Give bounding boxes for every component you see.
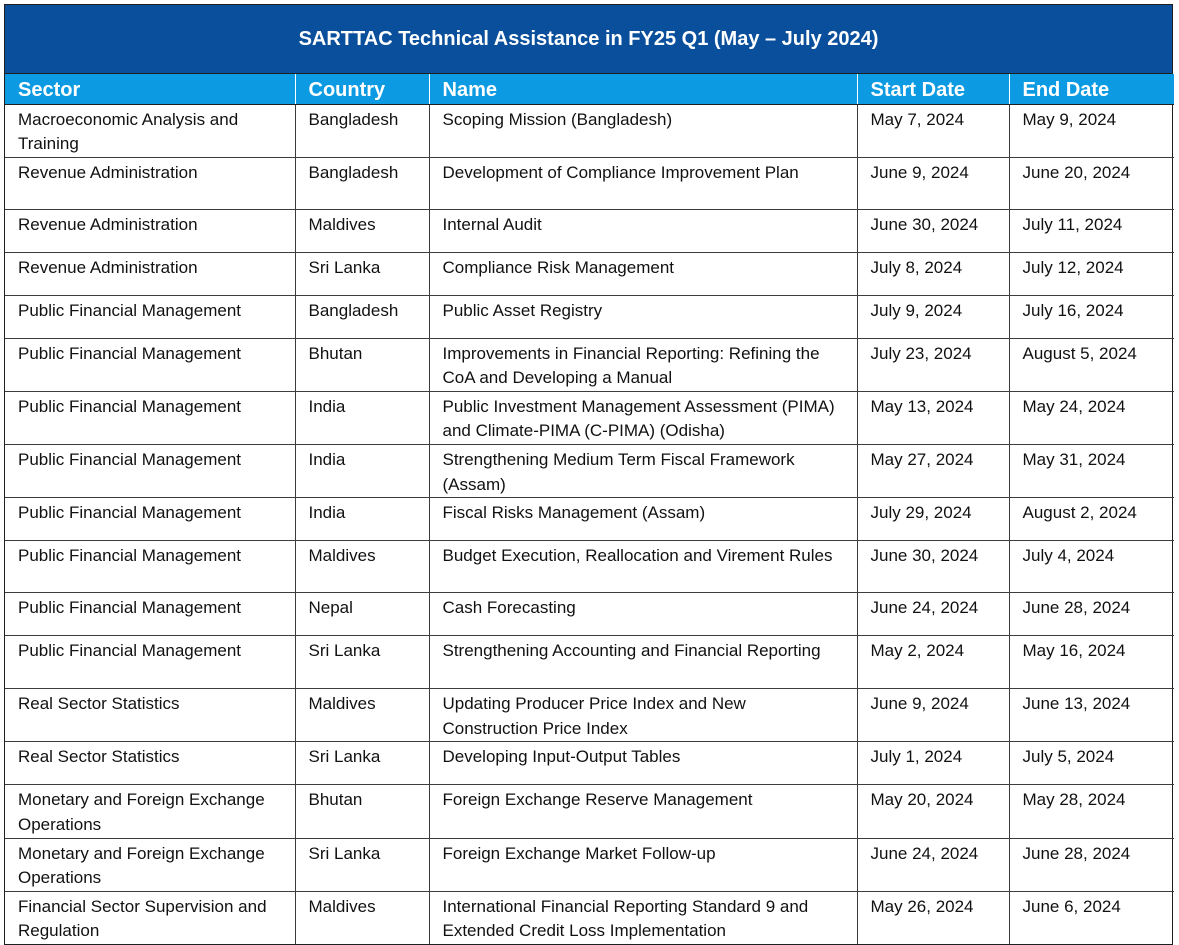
cell-start-date: July 8, 2024 [857, 252, 1009, 295]
cell-start-date: May 20, 2024 [857, 785, 1009, 838]
cell-name: Compliance Risk Management [429, 252, 857, 295]
ta-table [5, 74, 1174, 944]
cell-sector: Real Sector Statistics [5, 689, 295, 742]
cell-end-date: July 16, 2024 [1009, 295, 1174, 338]
cell-start-date: July 9, 2024 [857, 295, 1009, 338]
cell-country: Maldives [295, 891, 429, 944]
table-row [5, 338, 1174, 391]
cell-sector: Monetary and Foreign Exchange Operations [5, 838, 295, 891]
table-row [5, 498, 1174, 541]
header-name: Name [429, 74, 857, 104]
cell-sector: Public Financial Management [5, 541, 295, 593]
cell-end-date: June 6, 2024 [1009, 891, 1174, 944]
cell-country: Bhutan [295, 338, 429, 391]
cell-end-date: July 12, 2024 [1009, 252, 1174, 295]
cell-start-date: May 7, 2024 [857, 104, 1009, 157]
table-row [5, 391, 1174, 444]
cell-name: Foreign Exchange Reserve Management [429, 785, 857, 838]
cell-end-date: July 4, 2024 [1009, 541, 1174, 593]
table-row [5, 104, 1174, 157]
cell-country: India [295, 498, 429, 541]
cell-name: Developing Input-Output Tables [429, 742, 857, 785]
cell-start-date: June 24, 2024 [857, 593, 1009, 636]
cell-name: Improvements in Financial Reporting: Refining the CoA and Developing a Manual [429, 338, 857, 391]
cell-end-date: August 5, 2024 [1009, 338, 1174, 391]
table-row [5, 742, 1174, 785]
cell-start-date: May 27, 2024 [857, 445, 1009, 498]
cell-end-date: May 9, 2024 [1009, 104, 1174, 157]
cell-end-date: May 24, 2024 [1009, 391, 1174, 444]
cell-start-date: July 1, 2024 [857, 742, 1009, 785]
cell-name: International Financial Reporting Standard 9 and Extended Credit Loss Implementation [429, 891, 857, 944]
cell-end-date: May 31, 2024 [1009, 445, 1174, 498]
cell-start-date: May 26, 2024 [857, 891, 1009, 944]
table-row [5, 636, 1174, 689]
table-row [5, 295, 1174, 338]
cell-sector: Revenue Administration [5, 157, 295, 209]
cell-name: Budget Execution, Reallocation and Virement Rules [429, 541, 857, 593]
cell-sector: Public Financial Management [5, 391, 295, 444]
cell-name: Strengthening Medium Term Fiscal Framework (Assam) [429, 445, 857, 498]
cell-end-date: June 28, 2024 [1009, 593, 1174, 636]
table-row [5, 785, 1174, 838]
cell-name: Foreign Exchange Market Follow-up [429, 838, 857, 891]
cell-name: Public Investment Management Assessment (PIMA) and Climate-PIMA (C-PIMA) (Odisha) [429, 391, 857, 444]
table-row [5, 541, 1174, 593]
table-row [5, 209, 1174, 252]
cell-sector: Public Financial Management [5, 593, 295, 636]
cell-start-date: June 24, 2024 [857, 838, 1009, 891]
header-sector: Sector [5, 74, 295, 104]
cell-start-date: July 23, 2024 [857, 338, 1009, 391]
cell-country: Bangladesh [295, 157, 429, 209]
ta-table-frame [4, 4, 1173, 945]
table-row [5, 838, 1174, 891]
cell-name: Scoping Mission (Bangladesh) [429, 104, 857, 157]
cell-end-date: June 20, 2024 [1009, 157, 1174, 209]
cell-name: Internal Audit [429, 209, 857, 252]
cell-sector: Public Financial Management [5, 445, 295, 498]
header-end-date: End Date [1009, 74, 1174, 104]
cell-end-date: June 28, 2024 [1009, 838, 1174, 891]
cell-end-date: July 5, 2024 [1009, 742, 1174, 785]
table-row [5, 891, 1174, 944]
cell-sector: Real Sector Statistics [5, 742, 295, 785]
cell-end-date: July 11, 2024 [1009, 209, 1174, 252]
table-row [5, 689, 1174, 742]
cell-country: Maldives [295, 689, 429, 742]
cell-sector: Public Financial Management [5, 338, 295, 391]
table-row [5, 157, 1174, 209]
cell-country: Maldives [295, 541, 429, 593]
table-row [5, 593, 1174, 636]
header-start-date: Start Date [857, 74, 1009, 104]
cell-sector: Public Financial Management [5, 636, 295, 689]
cell-country: India [295, 391, 429, 444]
header-country: Country [295, 74, 429, 104]
cell-sector: Public Financial Management [5, 295, 295, 338]
cell-start-date: June 30, 2024 [857, 541, 1009, 593]
cell-start-date: June 9, 2024 [857, 689, 1009, 742]
cell-start-date: June 30, 2024 [857, 209, 1009, 252]
table-row [5, 252, 1174, 295]
cell-sector: Monetary and Foreign Exchange Operations [5, 785, 295, 838]
cell-start-date: June 9, 2024 [857, 157, 1009, 209]
cell-end-date: May 16, 2024 [1009, 636, 1174, 689]
table-body [5, 104, 1174, 944]
cell-country: Sri Lanka [295, 742, 429, 785]
header-row [5, 74, 1174, 104]
cell-sector: Macroeconomic Analysis and Training [5, 104, 295, 157]
cell-sector: Revenue Administration [5, 209, 295, 252]
cell-sector: Revenue Administration [5, 252, 295, 295]
cell-start-date: May 2, 2024 [857, 636, 1009, 689]
cell-name: Strengthening Accounting and Financial Reporting [429, 636, 857, 689]
cell-sector: Financial Sector Supervision and Regulation [5, 891, 295, 944]
cell-country: Bangladesh [295, 104, 429, 157]
cell-country: Sri Lanka [295, 636, 429, 689]
table-row [5, 445, 1174, 498]
cell-country: India [295, 445, 429, 498]
cell-country: Sri Lanka [295, 838, 429, 891]
cell-start-date: July 29, 2024 [857, 498, 1009, 541]
cell-country: Maldives [295, 209, 429, 252]
cell-country: Bangladesh [295, 295, 429, 338]
cell-end-date: May 28, 2024 [1009, 785, 1174, 838]
cell-name: Fiscal Risks Management (Assam) [429, 498, 857, 541]
cell-name: Public Asset Registry [429, 295, 857, 338]
cell-country: Nepal [295, 593, 429, 636]
cell-country: Sri Lanka [295, 252, 429, 295]
cell-end-date: August 2, 2024 [1009, 498, 1174, 541]
cell-name: Updating Producer Price Index and New Construction Price Index [429, 689, 857, 742]
cell-name: Development of Compliance Improvement Plan [429, 157, 857, 209]
cell-start-date: May 13, 2024 [857, 391, 1009, 444]
cell-country: Bhutan [295, 785, 429, 838]
table-title: SARTTAC Technical Assistance in FY25 Q1 (May – July 2024) [5, 5, 1172, 74]
cell-sector: Public Financial Management [5, 498, 295, 541]
cell-end-date: June 13, 2024 [1009, 689, 1174, 742]
cell-name: Cash Forecasting [429, 593, 857, 636]
